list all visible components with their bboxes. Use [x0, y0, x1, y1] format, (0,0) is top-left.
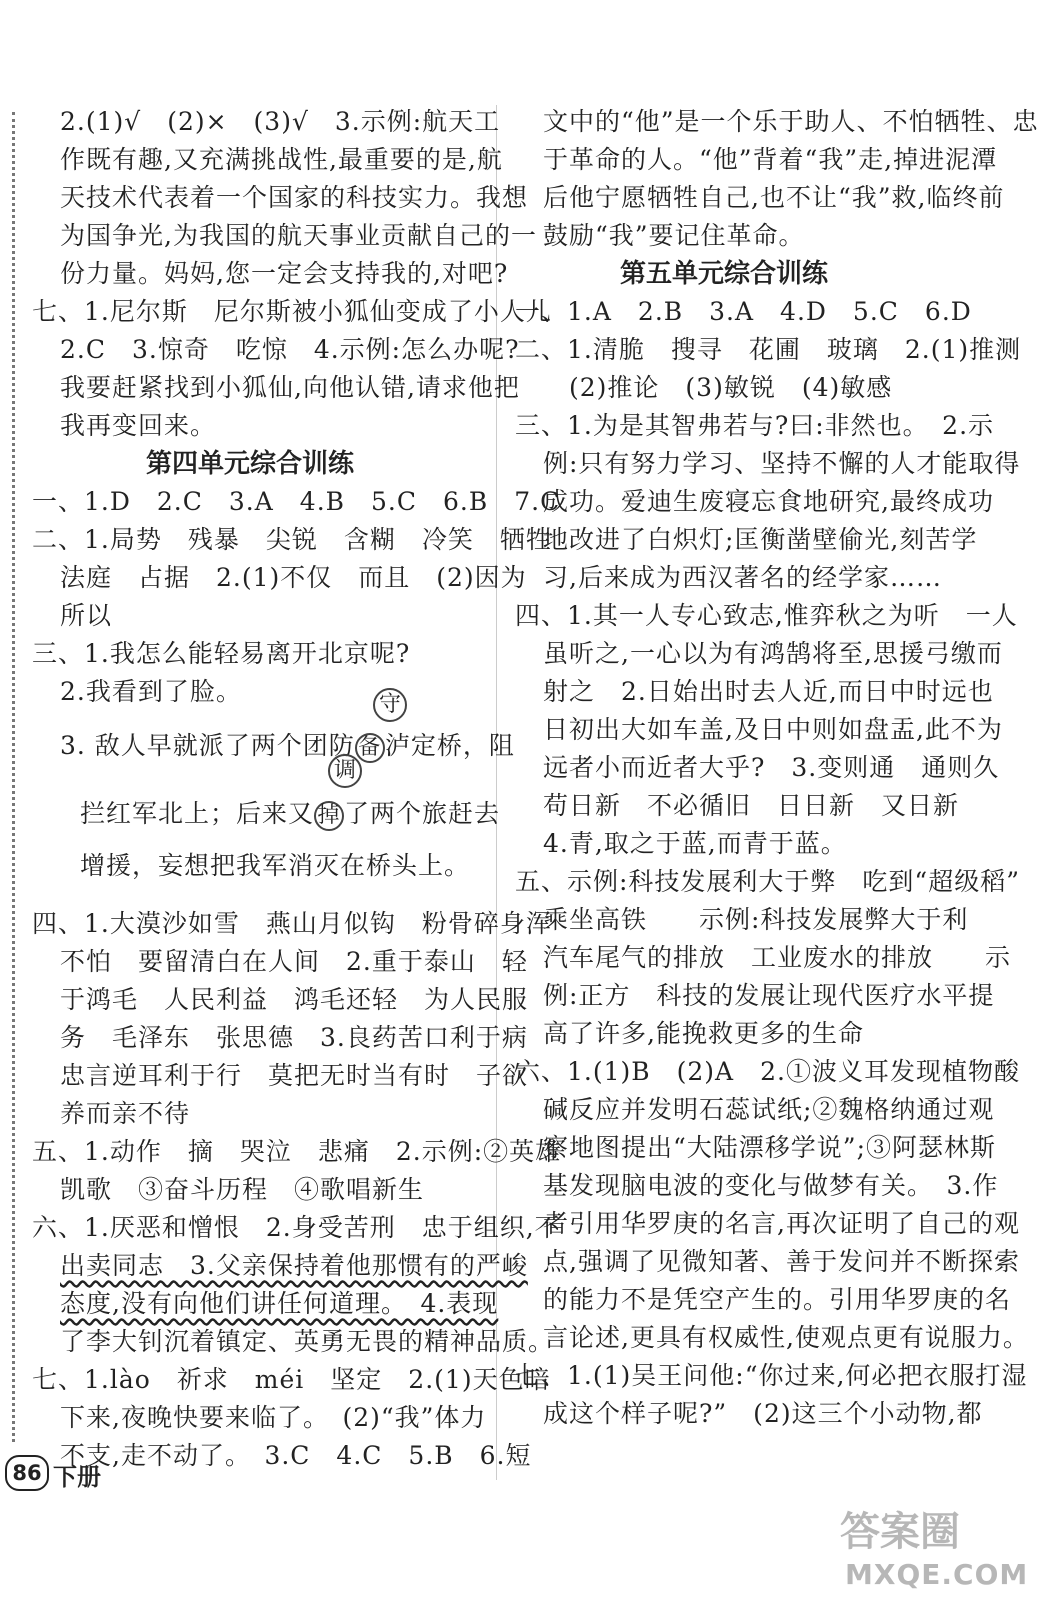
text-segment: 了两个旅赶去	[344, 799, 501, 828]
text-line: 言论述,更具有权威性,使观点更有说服力。	[543, 1323, 1029, 1352]
correction-sentence-line	[60, 728, 515, 764]
text-line: 七、1.(1)吴王问他:“你过来,何必把衣服打湿	[515, 1361, 1028, 1390]
text-line: 例:只有努力学习、坚持不懈的人才能取得	[543, 449, 1021, 478]
text-line: 文中的“他”是一个乐于助人、不怕牺牲、忠	[543, 107, 1039, 136]
text-line: 五、示例:科技发展利大于弊 吃到“超级稻”	[515, 867, 1020, 896]
text-line: 成功。爱迪生废寝忘食地研究,最终成功	[543, 487, 994, 516]
text-line: 察地图提出“大陆漂移学说”;③阿瑟林斯	[543, 1133, 996, 1162]
watermark-logo-text: 答案圈	[840, 1509, 960, 1555]
text-line: 例:正方 科技的发展让现代医疗水平提	[543, 981, 995, 1010]
page-number: 86	[5, 1455, 49, 1491]
text-line: 二、1.清脆 搜寻 花圃 玻璃 2.(1)推测	[515, 335, 1022, 364]
text-line: 2.我看到了脸。	[60, 677, 242, 706]
text-line: 了李大钊沉着镇定、英勇无畏的精神品质。	[60, 1327, 555, 1356]
text-line: 乘坐高铁 示例:科技发展弊大于利	[543, 905, 969, 934]
text-line: 养而亲不待	[60, 1099, 191, 1128]
text-line: 射之 2.日始出时去人近,而日中时远也	[543, 677, 994, 706]
text-line: 2.C 3.惊奇 吃惊 4.示例:怎么办呢?	[60, 335, 520, 364]
text-line: 4.青,取之于蓝,而青于蓝。	[543, 829, 847, 858]
text-line: 鼓励“我”要记住革命。	[543, 221, 805, 250]
text-line: 于鸿毛 人民利益 鸿毛还轻 为人民服	[60, 985, 529, 1014]
text-line: 高了许多,能挽救更多的生命	[543, 1019, 864, 1048]
text-line: 基发现脑电波的变化与做梦有关。 3.作	[543, 1171, 999, 1200]
text-line: 的能力不是凭空产生的。引用华罗庚的名	[543, 1285, 1012, 1314]
text-line: 苟日新 不必循旧 日日新 又日新	[543, 791, 960, 820]
correction-annotation: 调	[328, 754, 362, 788]
text-line: 凯歌 ③奋斗历程 ④歌唱新生	[60, 1175, 425, 1204]
text-line: 二、1.局势 残暴 尖锐 含糊 冷笑 牺牲	[32, 525, 552, 554]
circled-character: 备	[355, 733, 385, 763]
text-line: 2.(1)√ (2)× (3)√ 3.示例:航天工	[60, 107, 501, 136]
text-line: 不怕 要留清白在人间 2.重于泰山 轻	[60, 947, 528, 976]
text-segment: 泸定桥，阻	[384, 731, 515, 760]
text-line: 为国争光,为我国的航天事业贡献自己的一	[60, 221, 537, 250]
text-line: 成这个样子呢?” (2)这三个小动物,都	[543, 1399, 983, 1428]
text-line: 下来,夜晚快要来临了。 (2)“我”体力	[60, 1403, 487, 1432]
text-line: 份力量。妈妈,您一定会支持我的,对吧?	[60, 259, 509, 288]
text-line: 我要赶紧找到小狐仙,向他认错,请求他把	[60, 373, 520, 402]
text-line: 远者小而近者大乎? 3.变则通 通则久	[543, 753, 1000, 782]
text-line: 汽车尾气的排放 工业废水的排放 示	[543, 943, 1012, 972]
text-line: 者引用华罗庚的名言,再次证明了自己的观	[543, 1209, 1020, 1238]
correction-sentence-line	[80, 796, 500, 832]
left-margin-dots	[12, 112, 15, 1442]
text-segment: 3. 敌人早就派了两个团防	[60, 731, 355, 760]
text-line: 七、1.lào 祈求 méi 坚定 2.(1)天色暗	[32, 1365, 551, 1394]
underlined-text-line: 态度,没有向他们讲任何道理。 4.表现	[60, 1289, 499, 1318]
text-line: 所以	[60, 601, 113, 630]
text-line: 日初出大如车盖,及日中则如盘盂,此不为	[543, 715, 1003, 744]
text-line: 法庭 占据 2.(1)不仅 而且 (2)因为	[60, 563, 527, 592]
text-line: 碱反应并发明石蕊试纸;②魏格纳通过观	[543, 1095, 995, 1124]
text-line: 六、1.厌恶和憎恨 2.身受苦刑 忠于组织,不	[32, 1213, 561, 1242]
text-line: 不支,走不动了。 3.C 4.C 5.B 6.短	[60, 1441, 532, 1470]
section-heading-unit4: 第四单元综合训练	[146, 449, 355, 479]
underlined-text-line: 出卖同志 3.父亲保持着他那惯有的严峻	[60, 1251, 528, 1280]
text-line: 四、1.大漠沙如雪 燕山月似钩 粉骨碎身浑	[32, 909, 552, 938]
text-line: 习,后来成为西汉著名的经学家……	[543, 563, 942, 592]
text-line: 三、1.为是其智弗若与?曰:非然也。 2.示	[515, 411, 995, 440]
text-line: 一、1.D 2.C 3.A 4.B 5.C 6.B 7.C	[32, 487, 561, 516]
text-line: 地改进了白炽灯;匡衡凿壁偷光,刻苦学	[543, 525, 978, 554]
text-line: 于革命的人。“他”背着“我”走,掉进泥潭	[543, 145, 998, 174]
text-line: 我再变回来。	[60, 411, 217, 440]
text-line: 三、1.我怎么能轻易离开北京呢?	[32, 639, 411, 668]
text-line: 虽听之,一心以为有鸿鹄将至,思援弓缴而	[543, 639, 1003, 668]
text-line: 天技术代表着一个国家的科技实力。我想	[60, 183, 529, 212]
text-line: 增援，妄想把我军消灭在桥头上。	[80, 851, 471, 880]
watermark-logo	[835, 1500, 1029, 1595]
correction-annotation: 守	[373, 688, 407, 722]
text-line: (2)推论 (3)敏锐 (4)敏感	[543, 373, 893, 402]
text-line: 后他宁愿牺牲自己,也不让“我”救,临终前	[543, 183, 1005, 212]
text-line: 作既有趣,又充满挑战性,最重要的是,航	[60, 145, 503, 174]
text-line: 五、1.动作 摘 哭泣 悲痛 2.示例:②英雄	[32, 1137, 562, 1166]
text-line: 点,强调了见微知著、善于发问并不断探索	[543, 1247, 1020, 1276]
section-heading-unit5: 第五单元综合训练	[620, 259, 829, 289]
circled-character: 掉	[314, 801, 344, 831]
volume-label: 下册	[53, 1463, 101, 1491]
watermark-site-text: MXQE.COM	[845, 1558, 1029, 1591]
text-line: 四、1.其一人专心致志,惟弈秋之为听 一人	[515, 601, 1018, 630]
text-line: 六、1.(1)B (2)A 2.①波义耳发现植物酸	[515, 1057, 1020, 1086]
text-line: 务 毛泽东 张思德 3.良药苦口利于病	[60, 1023, 528, 1052]
text-line: 七、1.尼尔斯 尼尔斯被小狐仙变成了小人儿	[32, 297, 552, 326]
text-segment: 拦红军北上；后来又	[80, 799, 315, 828]
text-line: 忠言逆耳利于行 莫把无时当有时 子欲	[60, 1061, 529, 1090]
text-line: 一、1.A 2.B 3.A 4.D 5.C 6.D	[515, 297, 972, 326]
